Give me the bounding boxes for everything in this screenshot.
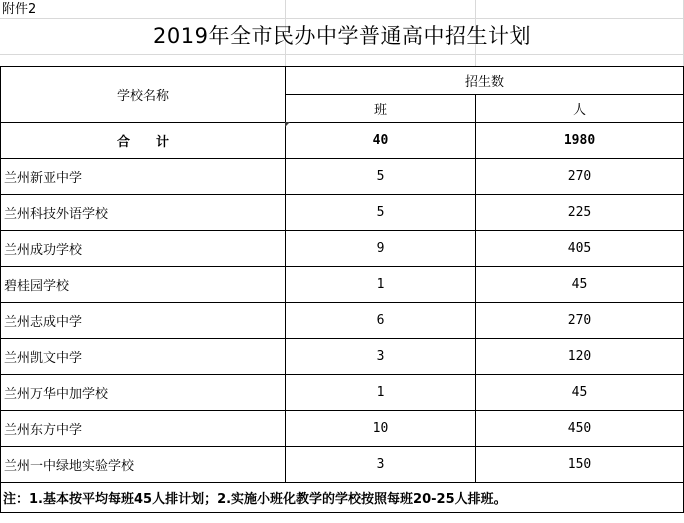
- school-name-cell[interactable]: 兰州科技外语学校: [1, 195, 286, 231]
- classes-cell[interactable]: 9: [286, 231, 476, 267]
- table-row: [1, 267, 684, 303]
- school-name-cell[interactable]: 碧桂园学校: [1, 267, 286, 303]
- total-people[interactable]: 1980: [476, 123, 684, 159]
- table-row: [1, 375, 684, 411]
- attachment-label: 附件2: [2, 2, 37, 17]
- table-row: [1, 159, 684, 195]
- people-cell[interactable]: 270: [476, 303, 684, 339]
- enrollment-header[interactable]: 招生数: [286, 67, 684, 95]
- total-row: [1, 123, 684, 159]
- school-name-cell[interactable]: 兰州东方中学: [1, 411, 286, 447]
- classes-cell[interactable]: 6: [286, 303, 476, 339]
- page-title: 2019年全市民办中学普通高中招生计划: [153, 24, 531, 48]
- classes-cell[interactable]: 3: [286, 447, 476, 483]
- header-row: [1, 67, 684, 95]
- school-name-cell[interactable]: 兰州凯文中学: [1, 339, 286, 375]
- school-name-cell[interactable]: 兰州新亚中学: [1, 159, 286, 195]
- table-row: [1, 411, 684, 447]
- people-cell[interactable]: 405: [476, 231, 684, 267]
- classes-header[interactable]: 班: [286, 95, 476, 123]
- classes-cell[interactable]: 5: [286, 159, 476, 195]
- people-cell[interactable]: 45: [476, 375, 684, 411]
- note-row: [1, 483, 684, 513]
- cell-comment-marker: [285, 122, 290, 127]
- classes-cell[interactable]: 3: [286, 339, 476, 375]
- people-cell[interactable]: 450: [476, 411, 684, 447]
- people-cell[interactable]: 150: [476, 447, 684, 483]
- school-name-cell[interactable]: 兰州万华中加学校: [1, 375, 286, 411]
- enrollment-table: [0, 66, 684, 513]
- classes-cell[interactable]: 1: [286, 267, 476, 303]
- people-cell[interactable]: 45: [476, 267, 684, 303]
- table-row: [1, 447, 684, 483]
- classes-cell[interactable]: 10: [286, 411, 476, 447]
- school-name-cell[interactable]: 兰州一中绿地实验学校: [1, 447, 286, 483]
- total-classes[interactable]: 40: [286, 123, 476, 159]
- people-cell[interactable]: 225: [476, 195, 684, 231]
- total-label[interactable]: 合 计: [1, 123, 286, 159]
- table-row: [1, 303, 684, 339]
- table-row: [1, 339, 684, 375]
- school-name-cell[interactable]: 兰州成功学校: [1, 231, 286, 267]
- people-cell[interactable]: 270: [476, 159, 684, 195]
- classes-cell[interactable]: 5: [286, 195, 476, 231]
- school-name-header[interactable]: 学校名称: [1, 67, 286, 123]
- school-name-cell[interactable]: 兰州志成中学: [1, 303, 286, 339]
- table-row: [1, 231, 684, 267]
- table-row: [1, 195, 684, 231]
- people-header[interactable]: 人: [476, 95, 684, 123]
- people-cell[interactable]: 120: [476, 339, 684, 375]
- gridline: [0, 54, 684, 55]
- classes-cell[interactable]: 1: [286, 375, 476, 411]
- footnote[interactable]: 注：1.基本按平均每班45人排计划；2.实施小班化教学的学校按照每班20-25人排班。: [1, 483, 684, 513]
